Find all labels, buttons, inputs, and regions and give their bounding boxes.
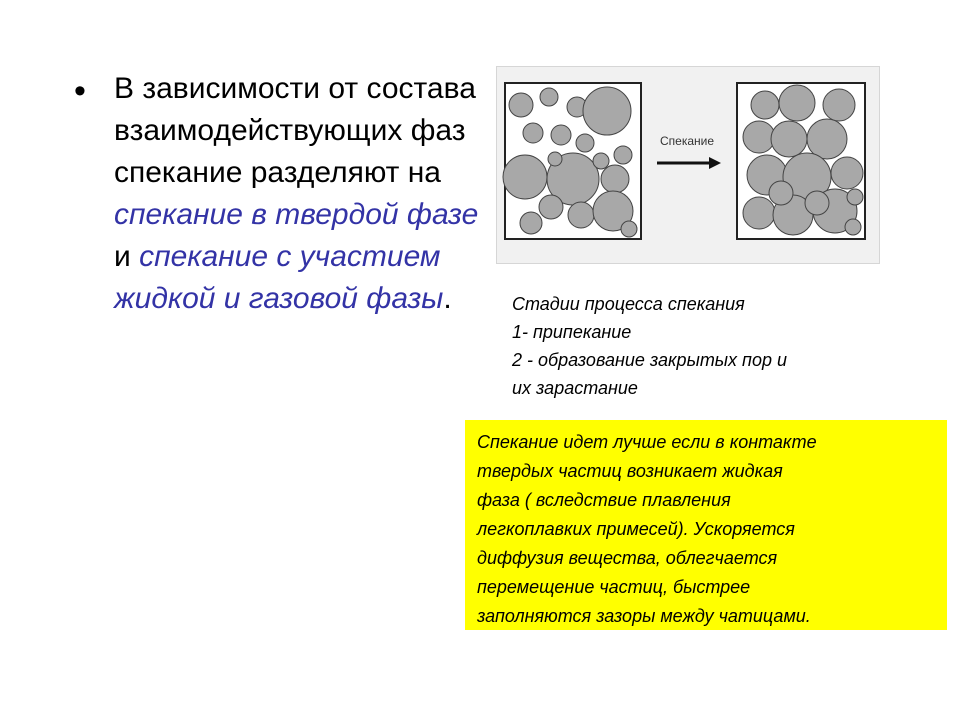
sintering-arrow-label: Спекание [659,134,715,148]
main-bullet-text [114,68,484,320]
bullet-text-intro: В зависимости от состава взаимодействующих фаз спекание разделяют на [114,72,476,189]
solid-phase-sintering-term: спекание в твердой фазе [114,198,479,231]
particle [551,125,571,145]
sintering-diagram [496,66,880,264]
particle [583,87,631,135]
caption-line: их зарастание [512,378,638,398]
particle [520,212,542,234]
figure-caption [512,290,912,402]
note-line: твердых частиц возникает жидкая [477,461,783,481]
note-line: фаза ( вследствие плавления [477,490,731,510]
note-line: Спекание идет лучше если в контакте [477,432,817,452]
note-line: диффузия вещества, облегчается [477,548,778,568]
particle [845,219,861,235]
particle [743,197,775,229]
particle [779,85,815,121]
liquid-gas-phase-sintering-term: спекание с участием жидкой и газовой фазы [114,240,444,315]
particle [576,134,594,152]
caption-line: 2 - образование закрытых пор и [512,350,787,370]
note-line: заполняются зазоры между чатицами. [477,606,811,626]
particle [847,189,863,205]
caption-line: Стадии процесса спекания [512,294,745,314]
particle [568,202,594,228]
particle [523,123,543,143]
sintering-diagram-svg [497,67,879,263]
particle [769,181,793,205]
highlighted-note [465,420,947,630]
particle [831,157,863,189]
particle [751,91,779,119]
particle [807,119,847,159]
particle [743,121,775,153]
particle [601,165,629,193]
bullet-connector: и [114,240,140,273]
particle [503,155,547,199]
particle [539,195,563,219]
caption-line: 1- припекание [512,322,632,342]
particle [548,152,562,166]
particle [621,221,637,237]
particle [805,191,829,215]
bullet-marker: • [74,72,86,110]
note-line: легкоплавких примесей). Ускоряется [477,519,795,539]
bullet-period: . [443,282,452,315]
particle [823,89,855,121]
particle [771,121,807,157]
sintering-arrow-head [709,157,721,169]
particle [593,153,609,169]
particle [540,88,558,106]
particle [509,93,533,117]
note-line: перемещение частиц, быстрее [477,577,751,597]
particle [614,146,632,164]
sintered-particles [743,85,863,235]
